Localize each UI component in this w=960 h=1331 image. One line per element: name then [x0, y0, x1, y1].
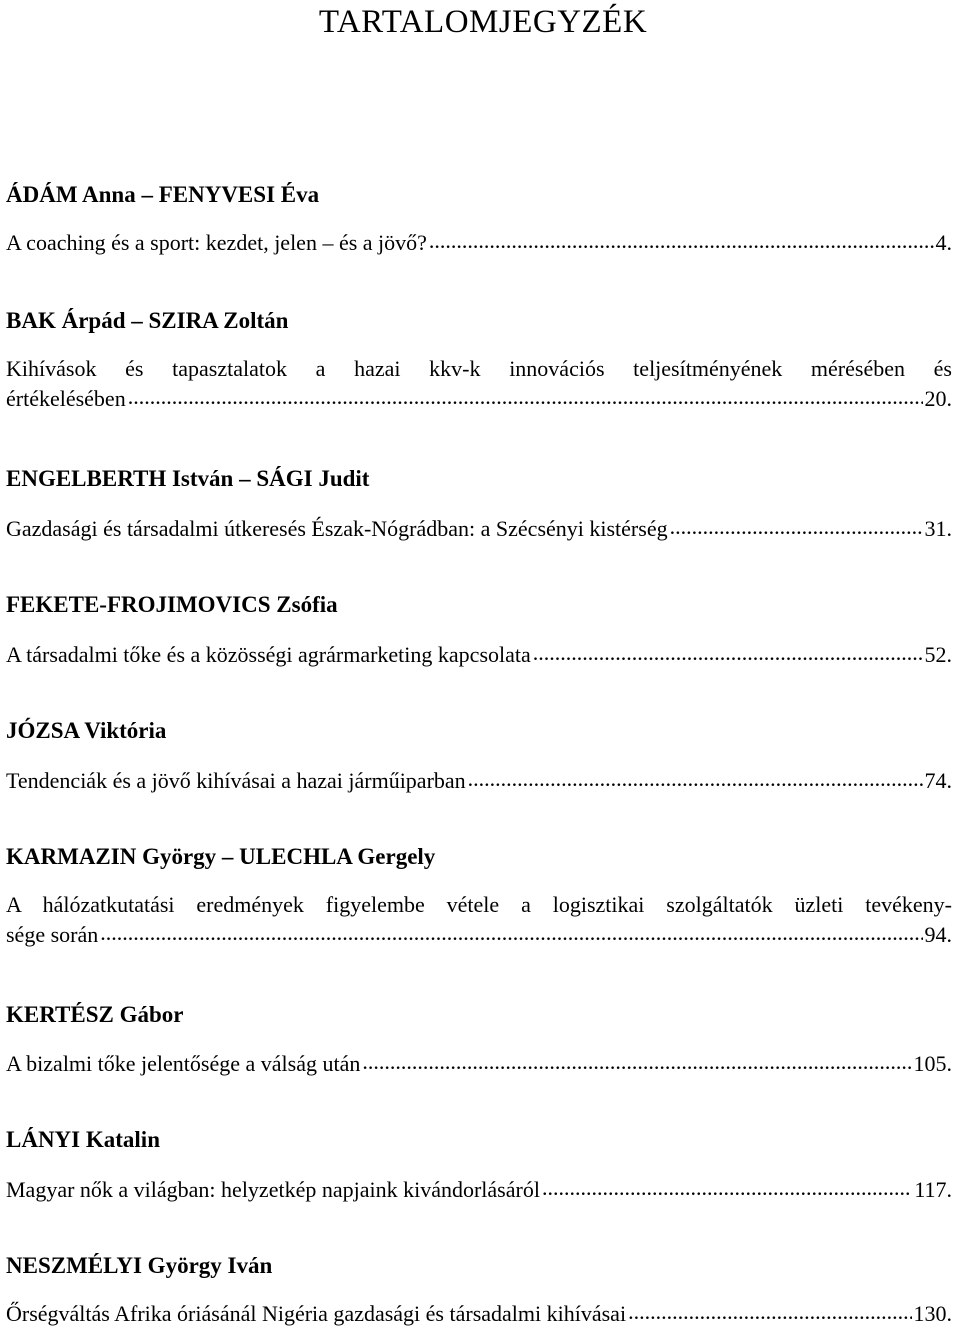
toc-entry[interactable] [6, 1299, 952, 1329]
page-number: 94. [924, 922, 952, 947]
entry-title: Magyar nők a világban: helyzetkép napjaink kivándorlásáról [6, 1177, 540, 1202]
page-number: 130. [913, 1301, 952, 1326]
entry-title-line: értékelésében [6, 386, 126, 411]
entry-title: A társadalmi tőke és a közösségi agrármarketing kapcsolata [6, 642, 531, 667]
author-name: LÁNYI Katalin [6, 1127, 160, 1152]
toc-entry[interactable] [6, 1049, 952, 1079]
author-name: NESZMÉLYI György Iván [6, 1253, 273, 1278]
author-name: FEKETE-FROJIMOVICS Zsófia [6, 592, 338, 617]
author-name: JÓZSA Viktória [6, 718, 167, 743]
page-number: 117. [914, 1177, 952, 1202]
page-number: 105. [913, 1051, 952, 1076]
page-title: TARTALOMJEGYZÉK [318, 4, 648, 40]
toc-entry[interactable] [6, 640, 952, 670]
dot-leader [533, 640, 923, 662]
entry-title: Őrségváltás Afrika óriásánál Nigéria gazdasági és társadalmi kihívásai [6, 1301, 627, 1326]
dot-leader [100, 920, 922, 942]
entry-title: A bizalmi tőke jelentősége a válság után [6, 1051, 361, 1076]
entry-title-line: A hálózatkutatási eredmények figyelembe vétele a logisztikai szolgáltatók üzleti tevékeny- [6, 892, 952, 917]
dot-leader [628, 1299, 911, 1321]
toc-entry[interactable] [6, 514, 952, 544]
dot-leader [362, 1049, 911, 1071]
page-number: 4. [935, 230, 952, 255]
dot-leader [429, 228, 934, 250]
page-number: 20. [924, 386, 952, 411]
author-name: ENGELBERTH István – SÁGI Judit [6, 466, 370, 491]
entry-title-line: Kihívások és tapasztalatok a hazai kkv-k innovációs teljesítményének mérésében és [6, 356, 952, 381]
page-number: 74. [924, 768, 952, 793]
entry-title: A coaching és a sport: kezdet, jelen – és a jövő? [6, 230, 427, 255]
entry-title: Gazdasági és társadalmi útkeresés Észak-Nógrádban: a Szécsényi kistérség [6, 516, 668, 541]
toc-entry[interactable] [6, 1175, 952, 1205]
entry-title: Tendenciák és a jövő kihívásai a hazai járműiparban [6, 768, 466, 793]
toc-entry[interactable] [6, 228, 952, 258]
entry-title-line: sége során [6, 922, 99, 947]
dot-leader [670, 514, 923, 536]
page-number: 52. [924, 642, 952, 667]
author-name: KERTÉSZ Gábor [6, 1002, 184, 1027]
author-name: ÁDÁM Anna – FENYVESI Éva [6, 182, 320, 207]
toc-entry[interactable] [6, 766, 952, 796]
dot-leader [542, 1175, 912, 1197]
author-name: BAK Árpád – SZIRA Zoltán [6, 308, 289, 333]
author-name: KARMAZIN György – ULECHLA Gergely [6, 844, 436, 869]
page-number: 31. [924, 516, 952, 541]
dot-leader [128, 384, 923, 406]
toc-entry[interactable] [6, 354, 952, 414]
dot-leader [468, 766, 923, 788]
toc-entry[interactable] [6, 890, 952, 950]
